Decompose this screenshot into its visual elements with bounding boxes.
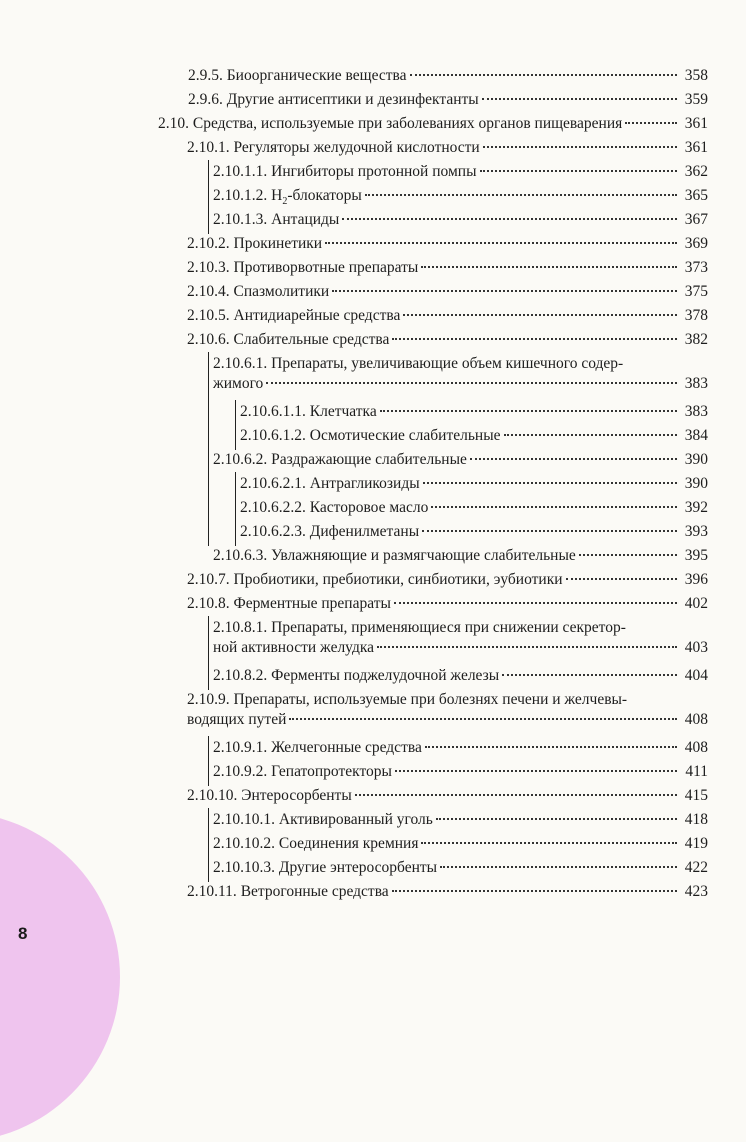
toc-entry[interactable] <box>187 234 708 254</box>
toc-entry-number: 2.10.6.2.3. <box>240 523 310 540</box>
dot-leader <box>392 890 677 892</box>
toc-page-number: 373 <box>684 259 708 276</box>
toc-entry[interactable] <box>187 882 708 902</box>
toc-page-number: 383 <box>684 403 708 420</box>
toc-entry[interactable] <box>213 210 708 230</box>
toc-entry[interactable] <box>188 66 708 86</box>
toc-entry-title: Спазмолитики <box>233 283 330 300</box>
toc-entry-title: Ингибиторы протонной помпы <box>271 163 477 180</box>
toc-entry-title: Желчегонные средства <box>271 739 422 756</box>
toc-entry-line <box>213 638 708 658</box>
toc-entry-line <box>240 474 708 494</box>
toc-entry-line <box>187 882 708 902</box>
toc-entry-title: Препараты, применяющиеся при снижении секретор- <box>271 619 626 636</box>
dot-leader <box>625 122 677 124</box>
toc-entry-line <box>213 738 708 758</box>
toc-entry-line <box>240 498 708 518</box>
toc-entry-number: 2.10.3. <box>187 259 234 276</box>
dot-leader <box>423 482 677 484</box>
toc-entry-number: 2.10.4. <box>187 283 234 300</box>
toc-entry-line <box>213 374 708 394</box>
toc-entry[interactable] <box>240 498 708 518</box>
toc-page-number: 411 <box>685 763 708 780</box>
toc-entry[interactable] <box>188 90 708 110</box>
toc-page-number: 422 <box>684 859 708 876</box>
page-number: 8 <box>18 924 28 943</box>
toc-entry-number: 2.10.2. <box>187 235 234 252</box>
toc-page-number: 361 <box>684 115 708 132</box>
toc-entry-text <box>187 258 418 278</box>
toc-entry-text <box>213 210 339 230</box>
toc-entry-title-continued: водящих путей <box>187 711 287 728</box>
dot-leader <box>380 410 677 412</box>
dot-leader <box>470 458 677 460</box>
toc-entry[interactable] <box>213 546 708 566</box>
toc-page-number: 359 <box>684 91 708 108</box>
toc-entry-line <box>213 834 708 854</box>
toc-entry-text <box>213 738 422 758</box>
dot-leader <box>289 718 677 720</box>
toc-entry-title: Слабительные средства <box>233 331 390 348</box>
dot-leader <box>421 842 677 844</box>
toc-entry-title: Ветрогонные средства <box>240 883 389 900</box>
toc-entry-line <box>240 402 708 422</box>
toc-entry-text <box>213 810 433 830</box>
toc-page-number: 418 <box>684 811 708 828</box>
toc-entry-number: 2.10.9. <box>187 691 234 708</box>
toc-entry-text <box>187 882 389 902</box>
toc-entry-line <box>187 306 708 326</box>
dot-leader <box>436 818 677 820</box>
toc-entry[interactable] <box>158 114 708 134</box>
toc-entry-number: 2.10. <box>158 115 193 132</box>
toc-entry-title: Антациды <box>271 211 340 228</box>
toc-entry-title: Прокинетики <box>233 235 323 252</box>
title-subscript: 2 <box>282 196 288 208</box>
group-bar <box>208 736 209 786</box>
dot-leader <box>566 578 677 580</box>
toc-entry-line <box>240 426 708 446</box>
toc-entry-text <box>240 498 428 518</box>
toc-entry-title: Биоорганические вещества <box>226 67 407 84</box>
toc-entry-text <box>188 90 479 110</box>
toc-entry-number: 2.10.8.2. <box>213 667 272 684</box>
toc-entry[interactable] <box>213 858 708 878</box>
toc-entry-title: Раздражающие слабительные <box>271 451 467 468</box>
toc-entry[interactable] <box>213 810 708 830</box>
toc-entry[interactable] <box>240 426 708 446</box>
toc-entry[interactable] <box>213 186 708 212</box>
dot-leader <box>482 98 677 100</box>
toc-page-number: 383 <box>684 375 708 392</box>
toc-entry[interactable] <box>187 570 708 590</box>
toc-entry-title: Энтеросорбенты <box>241 787 352 804</box>
toc-entry[interactable] <box>187 594 708 614</box>
toc-entry-line <box>187 594 708 614</box>
toc-entry[interactable] <box>187 138 708 158</box>
toc-entry-number: 2.10.10. <box>187 787 242 804</box>
toc-entry[interactable] <box>187 330 708 350</box>
toc-page-number: 358 <box>684 67 708 84</box>
title-part: -блокаторы <box>287 187 362 204</box>
toc-entry-text <box>187 138 480 158</box>
dot-leader <box>421 266 677 268</box>
toc-entry-text <box>187 234 322 254</box>
dot-leader <box>332 290 677 292</box>
toc-entry-title: Антидиарейные средства <box>233 307 401 324</box>
toc-entry-line <box>187 690 708 710</box>
toc-entry-number: 2.10.6.1.2. <box>240 427 310 444</box>
dot-leader <box>394 602 677 604</box>
toc-entry-number: 2.10.1.2. <box>213 187 272 204</box>
toc-entry-number: 2.10.9.1. <box>213 739 272 756</box>
toc-entry[interactable] <box>187 258 708 278</box>
toc-page-number: 378 <box>684 307 708 324</box>
toc-entry-text <box>213 186 362 212</box>
toc-entry-title: Осмотические слабительные <box>309 427 501 444</box>
toc-entry-text <box>187 570 563 590</box>
toc-entry-number: 2.10.6.2.1. <box>240 475 310 492</box>
toc-entry-number: 2.10.6. <box>187 331 234 348</box>
toc-entry[interactable] <box>213 834 708 854</box>
dot-leader <box>431 506 677 508</box>
toc-entry[interactable] <box>187 690 708 730</box>
toc-entry-title: Другие антисептики и дезинфектанты <box>226 91 479 108</box>
toc-entry[interactable] <box>240 402 708 422</box>
toc-entry[interactable] <box>213 450 708 470</box>
dot-leader <box>325 242 677 244</box>
group-bar <box>208 616 209 690</box>
toc-entry[interactable] <box>213 738 708 758</box>
toc-entry[interactable] <box>213 666 708 686</box>
dot-leader <box>355 794 677 796</box>
toc-entry-text <box>213 162 477 182</box>
dot-leader <box>410 74 678 76</box>
toc-entry-line <box>213 354 708 374</box>
toc-entry-text <box>187 306 400 326</box>
toc-entry[interactable] <box>187 786 708 806</box>
group-bar <box>235 472 236 546</box>
toc-entry-text <box>240 426 501 446</box>
toc-page-number: 393 <box>684 523 708 540</box>
toc-entry-text <box>240 402 377 422</box>
toc-entry-line <box>188 66 708 86</box>
toc-page-number: 403 <box>684 639 708 656</box>
toc-entry-title: Средства, используемые при заболеваниях органов пищеварения <box>192 115 623 132</box>
dot-leader <box>480 170 678 172</box>
toc-entry-text <box>213 546 576 566</box>
toc-entry-number: 2.10.6.2. <box>213 451 272 468</box>
toc-entry-text <box>213 450 467 470</box>
toc-entry-number: 2.10.6.2.2. <box>240 499 310 516</box>
toc-entry-line <box>187 710 708 730</box>
toc-entry-line <box>187 330 708 350</box>
toc-entry-number: 2.10.6.1.1. <box>240 403 310 420</box>
toc-entry-text <box>213 834 418 854</box>
toc-entry-line <box>213 810 708 830</box>
toc-entry[interactable] <box>213 762 708 782</box>
toc-entry-number: 2.10.6.1. <box>213 355 272 372</box>
dot-leader <box>483 146 677 148</box>
toc-entry-text <box>240 522 419 542</box>
toc-page-number: 404 <box>684 667 708 684</box>
toc-entry-title: Ферменты поджелудочной железы <box>271 667 500 684</box>
toc-entry-title-continued: жимого <box>213 375 264 392</box>
toc-entry-title: Ферментные препараты <box>233 595 391 612</box>
toc-entry-number: 2.10.10.3. <box>213 859 279 876</box>
toc-entry-title: Противорвотные препараты <box>233 259 419 276</box>
toc-entry-title: Активированный уголь <box>278 811 433 828</box>
toc-page-number: 419 <box>684 835 708 852</box>
dot-leader <box>266 382 677 384</box>
toc-entry-text <box>187 786 352 806</box>
toc-entry-text <box>213 858 437 878</box>
toc-entry-number: 2.10.11. <box>187 883 241 900</box>
toc-entry-title: Касторовое масло <box>309 499 429 516</box>
toc-entry-number: 2.10.1.3. <box>213 211 272 228</box>
dot-leader <box>440 866 677 868</box>
toc-entry-text <box>187 330 389 350</box>
toc-entry-line <box>213 162 708 182</box>
toc-entry-line <box>213 186 708 212</box>
toc-entry[interactable] <box>187 282 708 302</box>
toc-entry-line <box>213 450 708 470</box>
toc-entry-number: 2.10.10.2. <box>213 835 279 852</box>
toc-page-number: 375 <box>684 283 708 300</box>
toc-page-number: 392 <box>684 499 708 516</box>
toc-page-number: 369 <box>684 235 708 252</box>
toc-entry-title: Клетчатка <box>309 403 377 420</box>
toc-entry-line <box>187 786 708 806</box>
toc-entry-title: Пробиотики, пребиотики, синбиотики, эубиотики <box>233 571 563 588</box>
toc-entry-title <box>271 187 362 208</box>
toc-entry-text <box>213 666 499 686</box>
toc-entry-line <box>187 138 708 158</box>
toc-entry-number: 2.10.9.2. <box>213 763 272 780</box>
toc-page-number: 382 <box>684 331 708 348</box>
toc-entry-line <box>187 258 708 278</box>
dot-leader <box>422 530 677 532</box>
toc-page-number: 361 <box>684 139 708 156</box>
title-part: Н <box>271 187 283 204</box>
group-bar <box>208 808 209 882</box>
toc-entry-line <box>240 522 708 542</box>
toc-entry-title: Соединения кремния <box>278 835 419 852</box>
toc-page-number: 390 <box>684 451 708 468</box>
dot-leader <box>365 194 677 196</box>
dot-leader <box>504 434 678 436</box>
toc-entry-number: 2.10.7. <box>187 571 234 588</box>
dot-leader <box>377 646 677 648</box>
toc-entry-line <box>187 234 708 254</box>
toc-page-number: 390 <box>684 475 708 492</box>
dot-leader <box>342 218 677 220</box>
toc-entry-text <box>188 66 407 86</box>
toc-entry-number: 2.10.8. <box>187 595 234 612</box>
group-bar <box>235 400 236 450</box>
dot-leader <box>403 314 677 316</box>
toc-entry-number: 2.9.6. <box>188 91 227 108</box>
toc-entry-number: 2.10.1. <box>187 139 234 156</box>
toc-entry-text <box>187 594 391 614</box>
toc-page-number: 423 <box>684 883 708 900</box>
toc-page-number: 396 <box>684 571 708 588</box>
toc-entry-line <box>213 666 708 686</box>
toc-page-number: 365 <box>684 187 708 204</box>
toc-entry-number: 2.10.10.1. <box>213 811 279 828</box>
toc-entry-line <box>187 570 708 590</box>
group-bar <box>208 160 209 234</box>
toc-page-number: 367 <box>684 211 708 228</box>
toc-entry-line <box>213 762 708 782</box>
toc-entry-title-continued: ной активности желудка <box>213 639 375 656</box>
toc-entry-number: 2.9.5. <box>188 67 227 84</box>
toc-page-number: 415 <box>684 787 708 804</box>
toc-entry-line <box>213 546 708 566</box>
toc-page-number: 395 <box>684 547 708 564</box>
toc-page-number: 362 <box>684 163 708 180</box>
toc-entry-line <box>187 282 708 302</box>
toc-entry-number: 2.10.8.1. <box>213 619 272 636</box>
toc-entry-line <box>213 618 708 638</box>
toc-entry[interactable] <box>187 306 708 326</box>
toc-page-number: 408 <box>684 739 708 756</box>
toc-entry-line <box>158 114 708 134</box>
toc-entry-title: Дифенилметаны <box>309 523 420 540</box>
toc-entry-title: Гепатопротекторы <box>271 763 392 780</box>
toc-entry-title: Увлажняющие и размягчающие слабительные <box>271 547 576 564</box>
toc-page-number: 408 <box>684 711 708 728</box>
toc-entry-text <box>213 762 392 782</box>
toc-entry-number: 2.10.5. <box>187 307 234 324</box>
dot-leader <box>579 554 677 556</box>
toc-entry-line <box>213 210 708 230</box>
toc-entry-title: Другие энтеросорбенты <box>278 859 438 876</box>
toc-entry-number: 2.10.1.1. <box>213 163 272 180</box>
dot-leader <box>425 746 677 748</box>
toc-entry-title: Препараты, используемые при болезнях печени и желчевы- <box>233 691 628 708</box>
toc-entry-title: Препараты, увеличивающие объем кишечного содер- <box>271 355 624 372</box>
toc-entry-number: 2.10.6.3. <box>213 547 272 564</box>
toc-entry[interactable] <box>240 474 708 494</box>
toc-entry[interactable] <box>213 162 708 182</box>
toc-entry[interactable] <box>213 354 708 394</box>
toc-entry-title: Антрагликозиды <box>309 475 420 492</box>
toc-entry-text <box>240 474 420 494</box>
toc-page-number: 384 <box>684 427 708 444</box>
toc-entry-text <box>187 282 329 302</box>
toc-entry[interactable] <box>240 522 708 542</box>
toc-entry-title: Регуляторы желудочной кислотности <box>233 139 480 156</box>
group-bar <box>208 352 209 546</box>
toc-entry[interactable] <box>213 618 708 658</box>
toc-entry-line <box>213 858 708 878</box>
dot-leader <box>395 770 677 772</box>
toc-page-number: 402 <box>684 595 708 612</box>
toc-entry-line <box>188 90 708 110</box>
dot-leader <box>392 338 677 340</box>
toc-entry-text <box>158 114 622 134</box>
dot-leader <box>502 674 677 676</box>
